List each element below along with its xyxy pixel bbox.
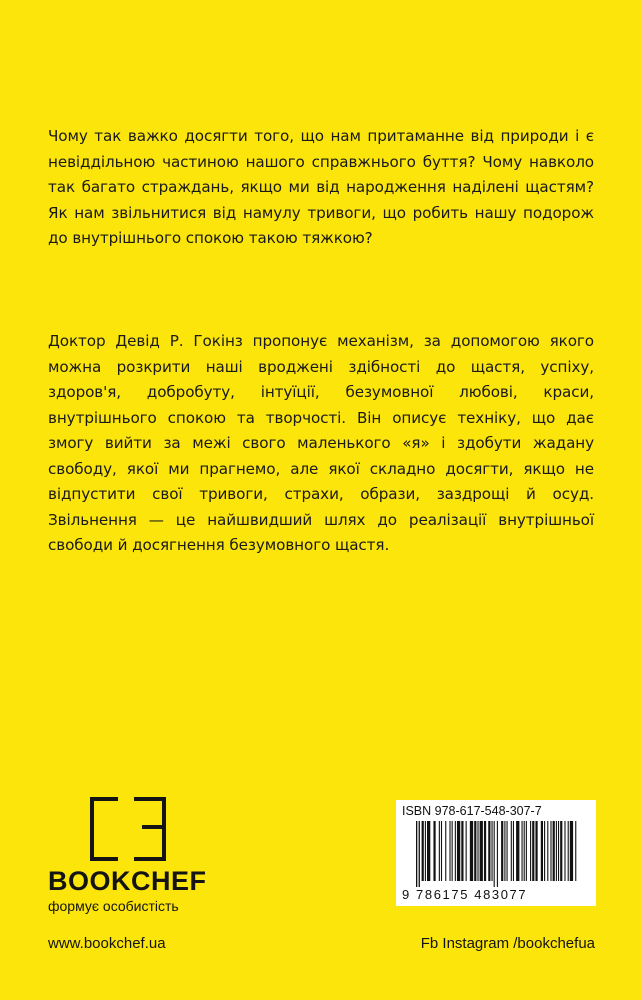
publisher-tagline: формує особистість [48, 898, 179, 914]
barcode-box [396, 800, 596, 906]
barcode-icon [414, 821, 584, 887]
publisher-social[interactable]: Fb Instagram /bookchefua [420, 935, 595, 952]
publisher-website[interactable]: www.bookchef.ua [48, 935, 166, 952]
description-paragraph-2: Доктор Девід Р. Гокінз пропонує механізм, за допомогою якого можна розкрити наші вроджені здібності до щастя, успіху, здоров'я, добробуту, інтуїції, безумовної любові, краси, внутрішнього спокою та творчості. Він описує техніку, що дає змогу вийти за межі свого маленького «я» і здобути жадану свободу, якої ми прагнемо, але якої складно досягти, якщо не відпустити свої тривоги, страхи, образи, заздрощі й осуд. Звільнення — це найшвидший шлях до реалізації внутрішньої свободи й досягнення безумовного щастя. [48, 332, 594, 554]
publisher-name: BOOKCHEF [48, 866, 207, 896]
isbn-label: ISBN 978-617-548-307-7 [402, 804, 542, 818]
description-paragraph-1: Чому так важко досягти того, що нам притаманне від природи і є невіддільною частиною нашого справжнього буття? Чому навколо так багато страждань, якщо ми від народження наділені щастям? Як нам звільнитися від намулу тривоги, що робить нашу подорож до внутрішнього спокою такою тяжкою? [48, 127, 594, 247]
bookchef-logo-icon [90, 797, 170, 861]
barcode-digits: 9 786175 483077 [402, 887, 528, 902]
